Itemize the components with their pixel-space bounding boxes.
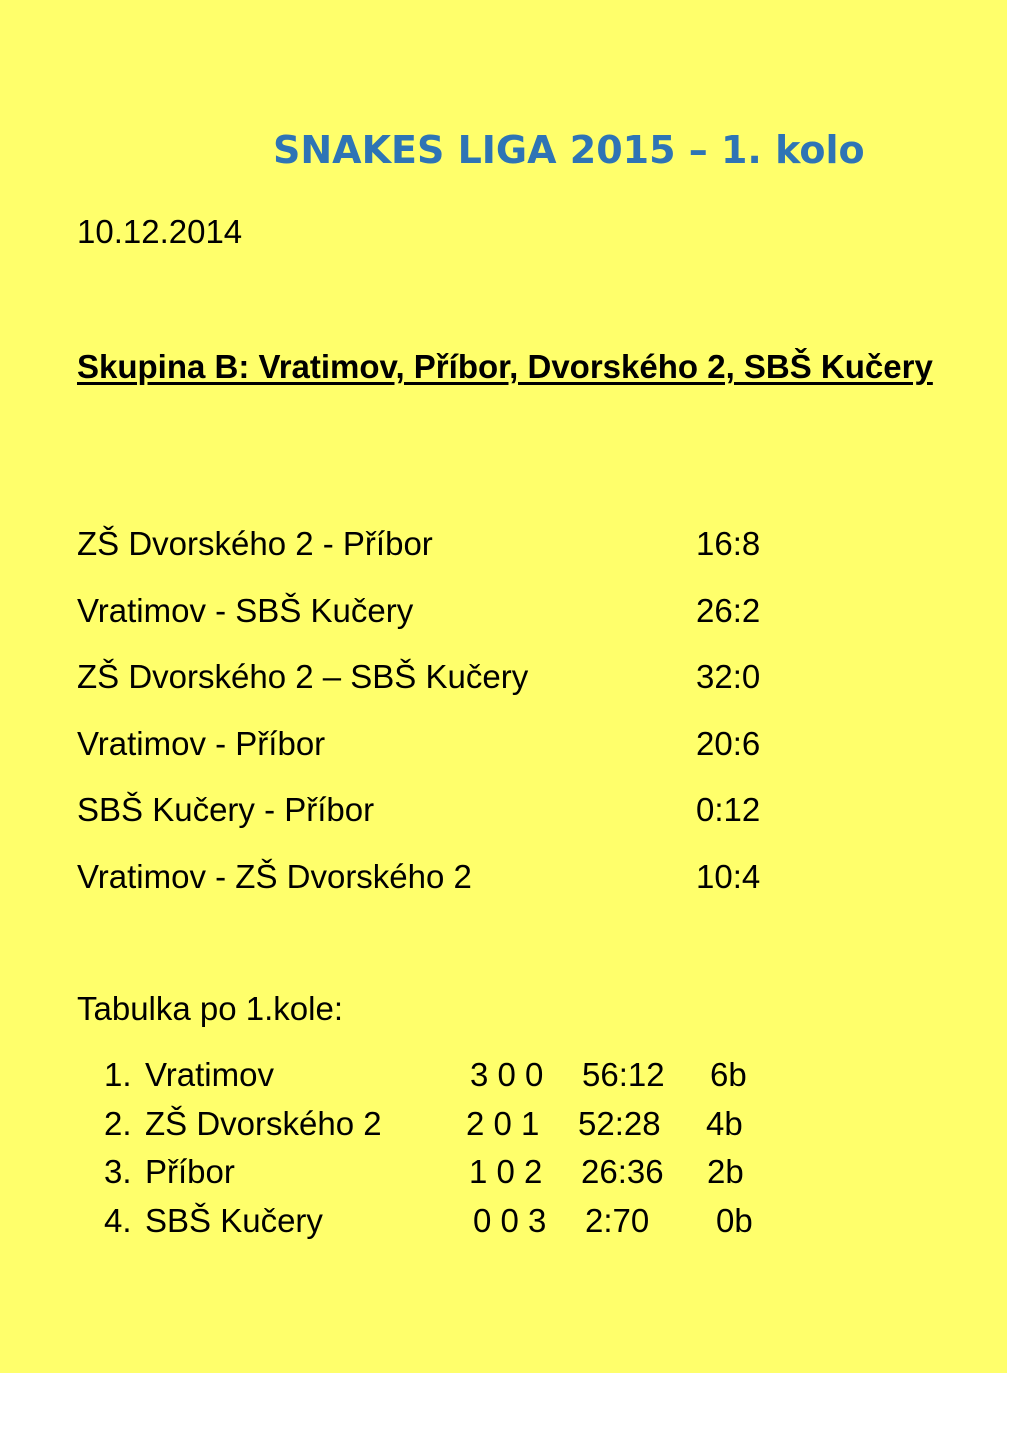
standings-team: Příbor (145, 1153, 235, 1190)
match-teams: Vratimov - SBŠ Kučery (77, 591, 414, 629)
match-score: 10:4 (696, 857, 761, 895)
standings-goals: 52:28 (578, 1104, 661, 1142)
standings-position: 4. (104, 1201, 132, 1239)
match-teams: ZŠ Dvorského 2 - Příbor (77, 525, 433, 562)
match-score: 16:8 (696, 525, 761, 562)
match-score: 20:6 (696, 724, 761, 762)
match-teams: ZŠ Dvorského 2 – SBŠ Kučery (77, 658, 529, 695)
standings-title: Tabulka po 1.kole: (77, 990, 344, 1027)
standings-record: 0 0 3 (473, 1201, 547, 1239)
standings-team: ZŠ Dvorského 2 (145, 1104, 382, 1142)
standings-points: 2b (707, 1153, 744, 1190)
standings-position: 3. (104, 1153, 132, 1190)
standings-points: 6b (710, 1056, 747, 1093)
match-score: 0:12 (696, 791, 761, 828)
standings-points: 0b (716, 1201, 753, 1239)
standings-points: 4b (706, 1104, 743, 1142)
standings-goals: 56:12 (582, 1056, 665, 1093)
standings-goals: 2:70 (585, 1201, 650, 1239)
standings-team: Vratimov (145, 1056, 274, 1093)
standings-position: 2. (104, 1104, 132, 1142)
standings-record: 2 0 1 (466, 1104, 540, 1142)
event-date: 10.12.2014 (77, 213, 243, 250)
page-title: SNAKES LIGA 2015 – 1. kolo (273, 128, 865, 172)
standings-record: 3 0 0 (470, 1056, 544, 1093)
standings-team: SBŠ Kučery (145, 1201, 323, 1239)
match-score: 32:0 (696, 658, 761, 695)
standings-position: 1. (104, 1056, 132, 1093)
group-heading: Skupina B: Vratimov, Příbor, Dvorského 2, SBŠ Kučery (77, 348, 933, 385)
match-teams: SBŠ Kučery - Příbor (77, 791, 375, 828)
match-teams: Vratimov - Příbor (77, 724, 326, 762)
match-teams: Vratimov - ZŠ Dvorského 2 (77, 857, 472, 895)
match-score: 26:2 (696, 591, 761, 629)
standings-record: 1 0 2 (469, 1153, 543, 1190)
standings-goals: 26:36 (581, 1153, 664, 1190)
